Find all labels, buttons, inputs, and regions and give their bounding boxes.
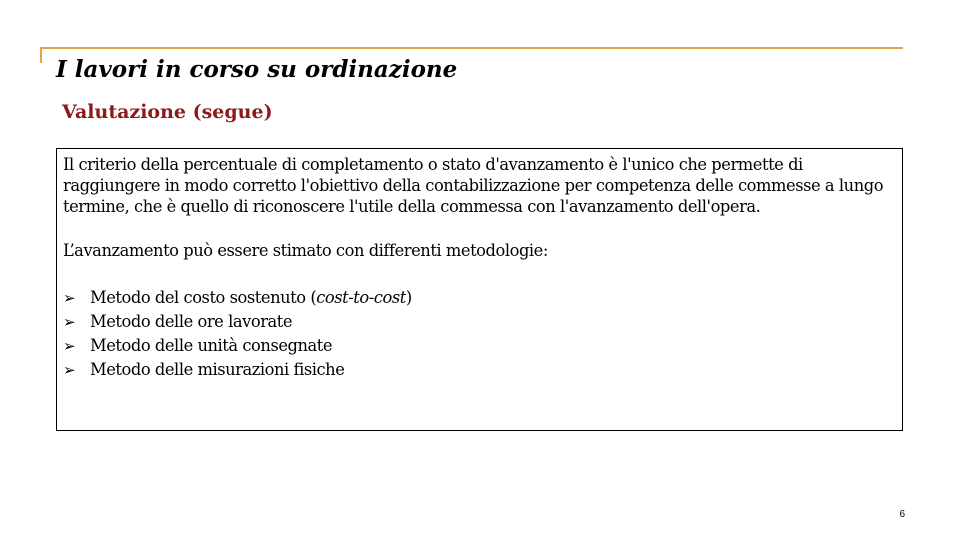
slide-title: I lavori in corso su ordinazione — [56, 56, 458, 83]
list-item-italic: cost-to-cost — [316, 288, 406, 307]
paragraph-criterio: Il criterio della percentuale di completamento o stato d'avanzamento è l'unico che permette di raggiungere in modo corretto l'obiettivo della contabilizzazione per competenza delle commesse a lungo termine, che è quello di riconoscere l'utile della commessa con l'avanzamento dell'opera. — [63, 155, 884, 216]
header-accent-tick — [40, 47, 42, 63]
arrow-bullet-icon: ➢ — [63, 337, 76, 355]
arrow-bullet-icon: ➢ — [63, 361, 76, 379]
method-list — [63, 286, 896, 382]
arrow-bullet-icon: ➢ — [63, 289, 76, 307]
list-item-label: Metodo delle unità consegnate — [90, 336, 333, 355]
arrow-bullet-icon: ➢ — [63, 313, 76, 331]
content-box — [56, 148, 903, 431]
list-item-label: Metodo delle misurazioni fisiche — [90, 360, 345, 379]
list-item — [63, 310, 896, 334]
slide-subtitle: Valutazione (segue) — [62, 101, 273, 123]
header-accent-line — [40, 47, 903, 49]
paragraph-avanzamento: L’avanzamento può essere stimato con differenti metodologie: — [63, 241, 548, 260]
list-item-label: Metodo delle ore lavorate — [90, 312, 293, 331]
list-item — [63, 358, 896, 382]
list-item — [63, 286, 896, 310]
page-number: 6 — [899, 509, 905, 520]
list-item — [63, 334, 896, 358]
list-item-label: Metodo del costo sostenuto (cost-to-cost) — [90, 288, 412, 307]
